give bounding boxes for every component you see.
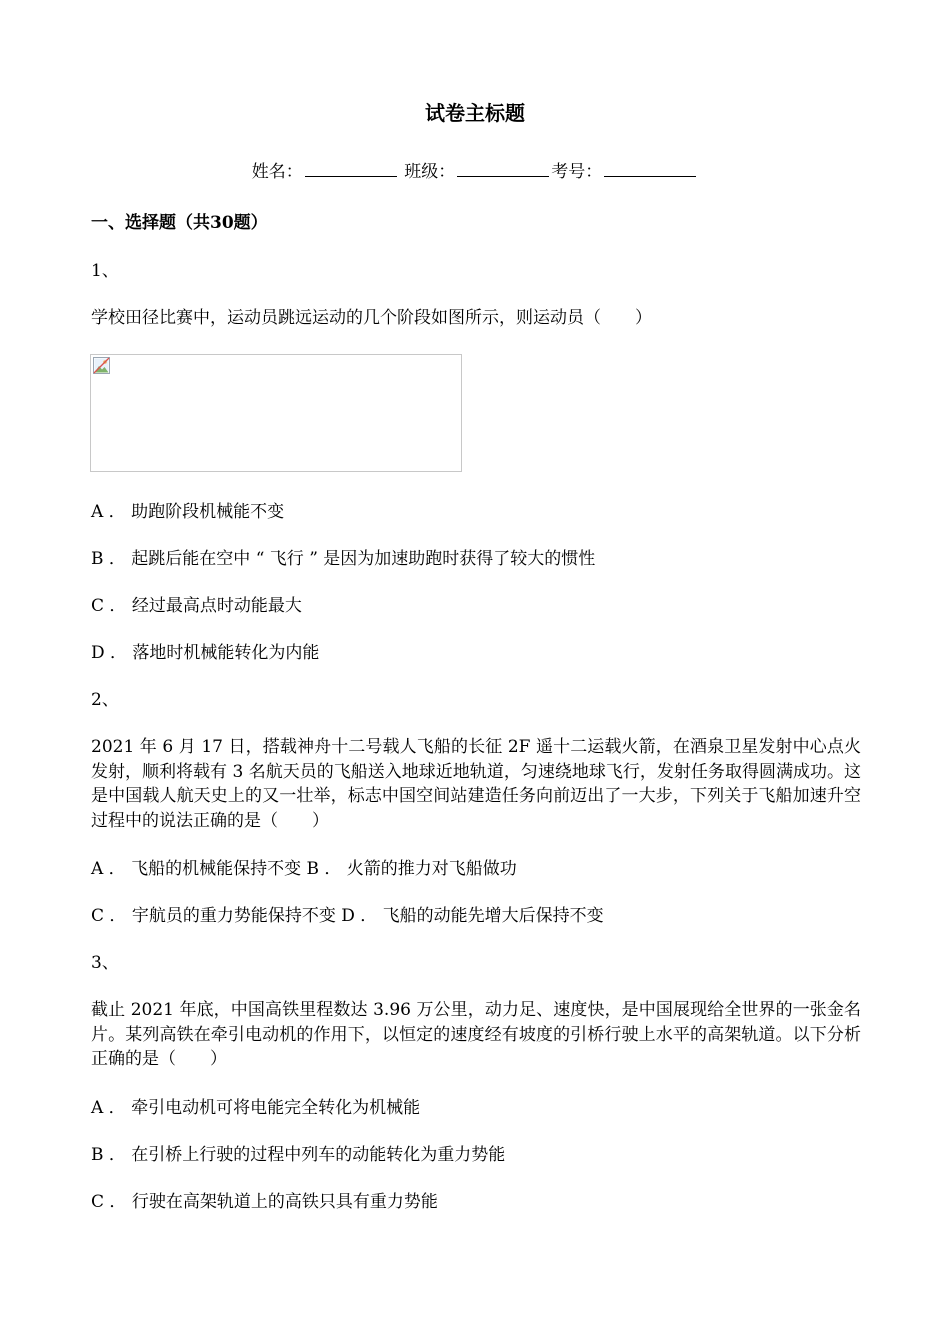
option-row: C ． 宇航员的重力势能保持不变 D ． 飞船的动能先增大后保持不变 — [91, 906, 604, 926]
option-row: A ． 飞船的机械能保持不变 B ． 火箭的推力对飞船做功 — [91, 859, 517, 879]
question-stem: 2021 年 6 月 17 日，搭载神舟十二号载人飞船的长征 2F 遥十二运载火箭，在酒泉卫星发射中心点火发射，顺利将载有 3 名航天员的飞船送入地球近地轨道，匀速绕地球飞行，发射任务取得圆满成功。这是中国载人航天史上的又一壮举，标志中国空间站建造任务向前迈出了一大步，下列关于飞船加速升空过程中的说法正确的是（ ） — [91, 737, 861, 831]
question-number: 3、 — [91, 953, 119, 973]
student-info-line — [0, 160, 950, 184]
broken-image-icon — [93, 357, 110, 374]
number-blank[interactable] — [604, 160, 696, 177]
question-stem: 学校田径比赛中，运动员跳远运动的几个阶段如图所示，则运动员（ ） — [91, 308, 652, 328]
number-label: 考号： — [551, 162, 603, 182]
class-label: 班级： — [404, 162, 456, 182]
option-c: C ． 行驶在高架轨道上的高铁只具有重力势能 — [91, 1192, 438, 1212]
name-blank[interactable] — [305, 160, 397, 177]
question-stem: 截止 2021 年底，中国高铁里程数达 3.96 万公里，动力足、速度快，是中国展现给全世界的一张金名片。某列高铁在牵引电动机的作用下，以恒定的速度经有坡度的引桥行驶上水平的高架轨道。以下分析正确的是（ ） — [91, 1000, 861, 1069]
class-blank[interactable] — [457, 160, 549, 177]
option-d: D ． 落地时机械能转化为内能 — [91, 643, 320, 663]
option-a: A ． 牵引电动机可将电能完全转化为机械能 — [91, 1098, 421, 1118]
question-number: 2、 — [91, 690, 119, 710]
option-c: C ． 经过最高点时动能最大 — [91, 596, 302, 616]
section-title: 一、选择题（共30题） — [91, 213, 268, 233]
question-number: 1、 — [91, 261, 119, 281]
option-b: B ． 在引桥上行驶的过程中列车的动能转化为重力势能 — [91, 1145, 506, 1165]
exam-title: 试卷主标题 — [425, 101, 525, 125]
option-b: B ． 起跳后能在空中 “ 飞行 ” 是因为加速助跑时获得了较大的惯性 — [91, 549, 596, 569]
question-image-placeholder — [90, 354, 462, 472]
name-label: 姓名： — [251, 162, 303, 182]
option-a: A ． 助跑阶段机械能不变 — [91, 502, 285, 522]
